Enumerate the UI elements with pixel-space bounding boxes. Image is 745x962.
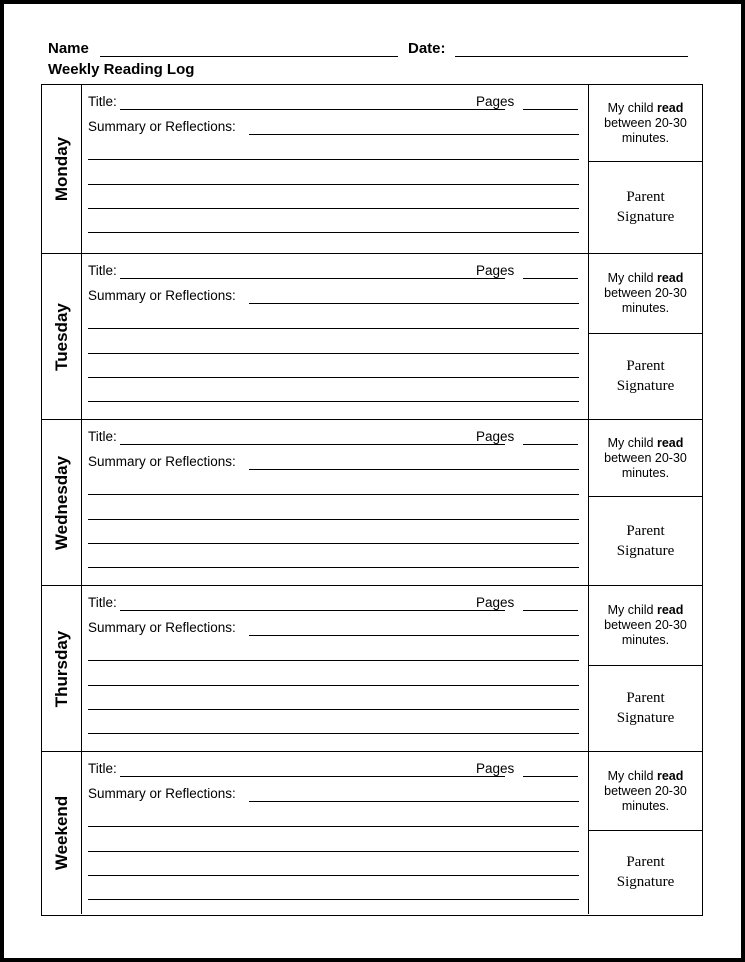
date-label: Date: [408, 40, 446, 57]
title-label: Title: [88, 595, 117, 610]
title-field[interactable] [120, 610, 505, 611]
read-prefix: My child [607, 271, 654, 285]
title-field[interactable] [120, 278, 505, 279]
day-name: Weekend [51, 795, 71, 871]
parent-column [589, 752, 702, 914]
signature-line-2: Signature [616, 874, 675, 890]
read-time-box [589, 254, 702, 334]
parent-signature-box[interactable] [589, 666, 702, 750]
read-time-box [589, 586, 702, 666]
read-line-2: between 20-30 [604, 618, 687, 632]
day-label-cell [42, 420, 82, 585]
signature-line-2: Signature [616, 710, 675, 726]
entry-area [82, 420, 589, 585]
signature-line-2: Signature [616, 378, 675, 394]
read-prefix: My child [607, 435, 654, 450]
day-label-cell [42, 254, 82, 419]
read-bold: read [656, 768, 684, 783]
signature-line-1: Parent [626, 358, 665, 374]
title-field[interactable] [120, 109, 505, 110]
title-label: Title: [88, 94, 117, 109]
summary-label: Summary or Reflections: [88, 454, 236, 469]
read-line-1 [608, 603, 684, 618]
date-field[interactable] [455, 56, 688, 57]
read-line-2: between 20-30 [604, 115, 687, 130]
entry-area [82, 752, 589, 914]
title-label: Title: [88, 761, 117, 776]
summary-line[interactable] [88, 184, 579, 185]
page-title: Weekly Reading Log [48, 61, 195, 78]
signature-line-2: Signature [616, 208, 675, 225]
pages-field[interactable] [523, 278, 578, 279]
pages-label: Pages [476, 263, 515, 278]
summary-line[interactable] [88, 709, 579, 710]
summary-line[interactable] [88, 733, 579, 734]
title-field[interactable] [120, 776, 505, 777]
summary-field[interactable] [249, 469, 579, 470]
summary-label: Summary or Reflections: [88, 119, 236, 134]
summary-line[interactable] [88, 377, 579, 378]
read-bold: read [656, 603, 684, 617]
summary-line[interactable] [88, 232, 579, 233]
day-name: Tuesday [51, 302, 71, 371]
summary-line[interactable] [88, 660, 579, 661]
entry-area [82, 85, 589, 253]
read-line-1 [608, 101, 684, 116]
summary-field[interactable] [249, 801, 579, 802]
read-line-2: between 20-30 [604, 450, 687, 465]
day-row [42, 85, 702, 253]
day-label-cell [42, 85, 82, 253]
read-time-box [589, 420, 702, 497]
day-label-cell [42, 752, 82, 914]
summary-label: Summary or Reflections: [88, 786, 236, 801]
day-name: Wednesday [51, 455, 71, 550]
pages-label: Pages [476, 761, 515, 776]
read-time-box [589, 752, 702, 831]
parent-signature-box[interactable] [589, 334, 702, 418]
summary-line[interactable] [88, 159, 579, 160]
day-name: Thursday [51, 630, 71, 707]
summary-line[interactable] [88, 208, 579, 209]
pages-field[interactable] [523, 444, 578, 445]
summary-field[interactable] [249, 134, 579, 135]
summary-label: Summary or Reflections: [88, 620, 236, 635]
read-prefix: My child [607, 603, 654, 617]
reading-log-table [41, 84, 703, 916]
day-row [42, 253, 702, 419]
parent-column [589, 85, 702, 253]
parent-column [589, 254, 702, 419]
title-field[interactable] [120, 444, 505, 445]
summary-line[interactable] [88, 851, 579, 852]
pages-label: Pages [476, 595, 515, 610]
entry-area [82, 254, 589, 419]
day-row [42, 419, 702, 585]
title-label: Title: [88, 263, 117, 278]
pages-field[interactable] [523, 610, 578, 611]
signature-line-2: Signature [616, 542, 675, 559]
read-line-1 [608, 436, 684, 451]
reading-log-page [4, 4, 741, 958]
summary-line[interactable] [88, 494, 579, 495]
day-name: Monday [51, 136, 71, 202]
signature-line-1: Parent [626, 690, 665, 706]
read-line-3: minutes. [621, 633, 670, 647]
signature-line-1: Parent [626, 854, 665, 870]
summary-line[interactable] [88, 328, 579, 329]
title-label: Title: [88, 429, 117, 444]
read-line-2: between 20-30 [604, 783, 687, 798]
summary-line[interactable] [88, 899, 579, 900]
read-prefix: My child [607, 768, 654, 783]
pages-field[interactable] [523, 776, 578, 777]
day-label-cell [42, 586, 82, 751]
summary-line[interactable] [88, 685, 579, 686]
day-row [42, 751, 702, 914]
read-line-1 [608, 271, 684, 286]
read-line-3: minutes. [621, 301, 670, 315]
pages-label: Pages [476, 94, 515, 109]
signature-line-1: Parent [626, 188, 665, 205]
day-row [42, 585, 702, 751]
pages-label: Pages [476, 429, 515, 444]
parent-signature-box[interactable] [589, 831, 702, 913]
read-line-1 [608, 769, 684, 784]
pages-field[interactable] [523, 109, 578, 110]
summary-line[interactable] [88, 353, 579, 354]
summary-line[interactable] [88, 401, 579, 402]
read-prefix: My child [607, 100, 654, 115]
summary-line[interactable] [88, 826, 579, 827]
parent-signature-box[interactable] [589, 497, 702, 584]
summary-label: Summary or Reflections: [88, 288, 236, 303]
summary-field[interactable] [249, 303, 579, 304]
read-bold: read [656, 100, 684, 115]
read-line-2: between 20-30 [604, 286, 687, 300]
read-bold: read [656, 271, 684, 285]
summary-line[interactable] [88, 875, 579, 876]
read-line-3: minutes. [621, 130, 670, 145]
name-field[interactable] [100, 56, 398, 57]
read-line-3: minutes. [621, 798, 670, 813]
summary-field[interactable] [249, 635, 579, 636]
read-bold: read [656, 435, 684, 450]
name-label: Name [48, 40, 89, 57]
read-line-3: minutes. [621, 465, 670, 480]
summary-line[interactable] [88, 519, 579, 520]
summary-line[interactable] [88, 543, 579, 544]
parent-column [589, 586, 702, 751]
summary-line[interactable] [88, 567, 579, 568]
parent-signature-box[interactable] [589, 162, 702, 251]
entry-area [82, 586, 589, 751]
read-time-box [589, 85, 702, 162]
parent-column [589, 420, 702, 585]
signature-line-1: Parent [626, 522, 665, 539]
